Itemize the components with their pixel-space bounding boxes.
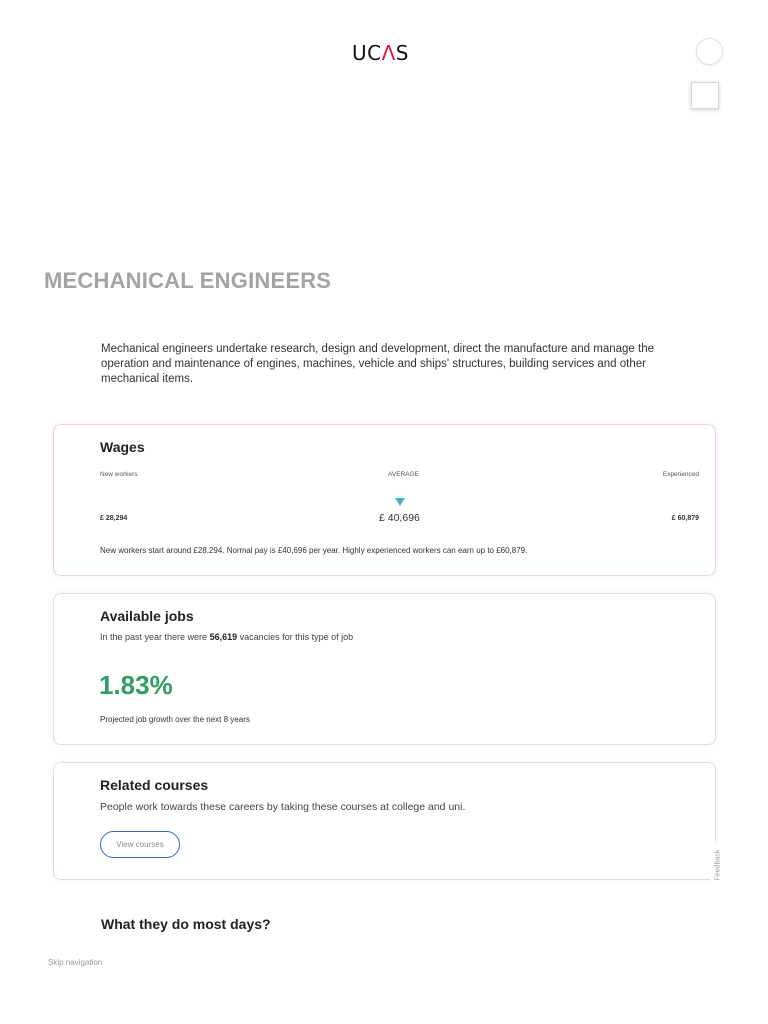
wages-card — [53, 424, 716, 576]
wages-summary: New workers start around £28,294. Normal pay is £40,696 per year. Highly experienced workers can earn up to £60,879. — [100, 546, 528, 555]
job-growth-percent: 1.83% — [99, 670, 173, 700]
new-workers-wage: £ 28,294 — [100, 515, 128, 522]
logo-text-end: S — [395, 41, 409, 65]
related-courses-card — [53, 762, 716, 880]
new-workers-label: New workers — [100, 471, 138, 478]
page-title: MECHANICAL ENGINEERS — [44, 268, 332, 293]
feedback-label: Feedback — [714, 849, 722, 881]
average-wage: £ 40,696 — [379, 512, 420, 524]
related-courses-text: People work towards these careers by taking these courses at college and uni. — [100, 801, 466, 813]
daily-tasks-heading: What they do most days? — [101, 916, 271, 932]
average-marker-icon — [395, 498, 405, 506]
view-courses-button[interactable]: View courses — [100, 831, 180, 858]
square-icon-button[interactable] — [691, 82, 719, 109]
job-growth-caption: Projected job growth over the next 8 years — [100, 715, 250, 724]
vacancies-text-after: vacancies for this type of job — [237, 632, 354, 642]
vacancies-count: 56,619 — [209, 632, 238, 642]
circle-icon-button[interactable] — [696, 38, 723, 65]
logo-text-start: UC — [352, 41, 382, 65]
skip-navigation-link[interactable]: Skip navigation — [48, 958, 103, 967]
experienced-label: Experienced — [662, 471, 699, 478]
available-jobs-card — [53, 593, 716, 745]
experienced-wage: £ 60,879 — [671, 515, 699, 522]
vacancies-text-before: In the past year there were — [100, 632, 210, 642]
wages-title: Wages — [100, 439, 145, 455]
vacancies-text — [100, 632, 353, 642]
ucas-logo[interactable] — [352, 41, 409, 65]
average-label: AVERAGE — [388, 471, 419, 478]
logo-accent: Λ — [381, 41, 396, 65]
career-description: Mechanical engineers undertake research, design and development, direct the manufacture and manage the operation and maintenance of engines, machines, vehicle and ships' structures, building services and other mechanical items. — [101, 343, 654, 385]
available-jobs-title: Available jobs — [100, 608, 194, 624]
feedback-tab[interactable] — [710, 843, 726, 887]
related-courses-title: Related courses — [100, 777, 209, 793]
